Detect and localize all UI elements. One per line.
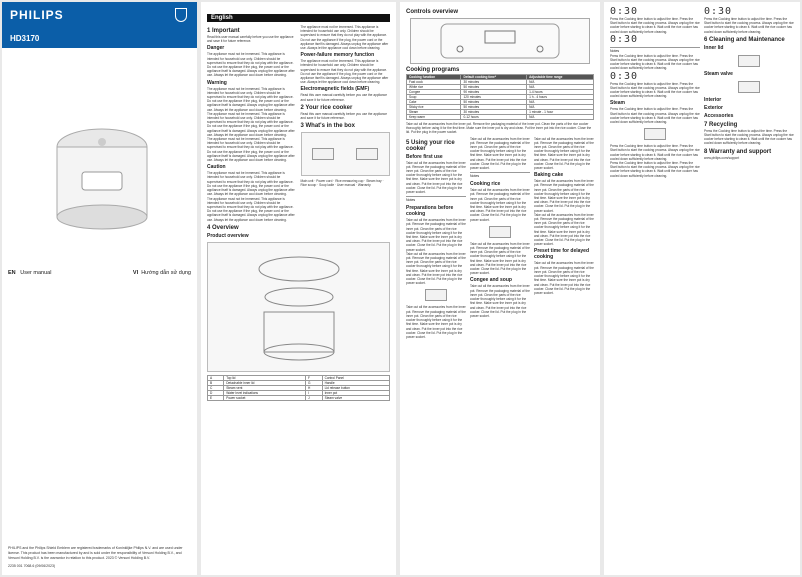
product-overview: Product overview bbox=[207, 232, 249, 239]
exploded-view-diagram bbox=[207, 242, 390, 372]
danger-heading: Danger bbox=[207, 45, 225, 52]
power-failure-heading: Power-failure memory function bbox=[300, 52, 375, 59]
interior-heading: Interior bbox=[704, 96, 722, 103]
preparations-heading: Preparations before cooking bbox=[406, 205, 454, 218]
model-number: HD3170 bbox=[10, 34, 40, 43]
parts-table: A Top lid F Control Panel B Detachable inner lid G Handle C Steam vent H Lid release button D Water level indications I Inner pot E Power socket J Steam valve bbox=[207, 375, 390, 401]
cooking-programs-table: Cooking function Default cooking time* Adjustable time range Fast cook 30 minutes N/A White rice 50 minutes N/A Congee 90 minutes 1-4 hours Soup 120 minutes 1 h - 4 hours Cake 50 minutes N/A Sticky rice 50 minutes N/A Steam 30 minutes 1 minute - 1 hour Keep warm 0-12 hours N/A bbox=[406, 74, 594, 120]
controls-overview-heading: Controls overview bbox=[406, 9, 459, 15]
page-controls-programs: Controls overview Cooking programs Cooking function Default cooking time* Adjustable time range Fast cook 30 minutes N/A White rice 50 minutes N/A Congee 90 minutes 1-4 hours Soup 120 minutes 1 h - 4 hours Cake 50 minutes N/A Sticky rice 50 minutes N/A Steam 30 minutes 1 minute - 1 hour Keep warm 0-12 hours N/A Take out all the accessories from the inner pot. Remove the packaging material of the inner pot. Clean the parts of the rice cooker thoroughly before using it for the first time. Make sure the inner pot is dry and clean. Put the inner pot into the rice cooker. Close the lid. Put the plug in the power socket. 5 Using your rice cooker Before first use Take out all the accessories from the inner pot. Remove the packaging material of the inner pot. Clean the parts of the rice cooker thoroughly before using it for the first time. Make sure the inner pot is dry and clean. Put the inner pot into the rice cooker. Close the lid. Put the plug in the power socket. Notes Preparations before cooking Take out all the accessories from the inner pot. Remove the packaging material of the inner pot. Clean the parts of the rice cooker thoroughly before using it for the first time. Make sure the inner pot is dry and clean. Put the inner pot into the rice cooker. Close the lid. Put the plug in the power socket. Take out all the accessories from the inner pot. Remove the packaging material of the inner pot. Clean the parts of the rice cooker thoroughly before using it for the first time. Make sure the inner pot is dry and clean. Put the inner pot into the rice cooker. Close the lid. Put the plug in the power socket. Take out all the accessories from the inner pot. Remove the packaging material of the inner pot. Clean the parts of the rice cooker thoroughly before using it for the first time. Make sure the inner pot is dry and clean. Put the inner pot into the rice cooker. Close the lid. Put the plug in the power socket. Take out all the accessories from the inner pot. Remove the packaging material of the inner pot. Clean the parts of the rice cooker thoroughly before using it for the first time. Make sure the inner pot is dry and clean. Put the inner pot into the rice cooker. Close the lid. Put the plug in the power socket. Notes Cooking rice Take out all the accessories from the inner pot. Remove the packaging material of the inner pot. Clean the parts of the rice cooker thoroughly before using it for the first time. Make sure the inner pot is dry and clean. Put the inner pot into the rice cooker. Close the lid. Put the plug in the power socket. Take out all the accessories from the inner pot. Remove the packaging material of the inner pot. Clean the parts of the rice cooker thoroughly before using it for the first time. Make sure the inner pot is dry and clean. Put the inner pot into the rice cooker. Close the lid. Put the plug in the power socket. Congee and soup Take out all the accessories from the inner pot. Remove the packaging material of the inner pot. Clean the parts of the rice cooker thoroughly before using it for the first time. Make sure the inner pot is dry and clean. Put the inner pot into the rice cooker. Close the lid. Put the plug in the power socket. Take out all the accessories from the inner pot. Remove the packaging material of the inner pot. Clean the parts of the rice cooker thoroughly before using it for the first time. Make sure the inner pot is dry and clean. Put the inner pot into the rice cooker. Close the lid. Put the plug in the power socket. Baking cake Take out all the accessories from the inner pot. Remove the packaging material of the inner pot. Clean the parts of the rice cooker thoroughly before using it for the first time. Make sure the inner pot is dry and clean. Put the inner pot into the rice cooker. Close the lid. Put the plug in the power socket. Take out all the accessories from the inner pot. Remove the packaging material of the inner pot. Clean the parts of the rice cooker thoroughly before using it for the first time. Make sure the inner pot is dry and clean. Put the inner pot into the rice cooker. Close the lid. Put the plug in the power socket. Preset time for delayed cooking Take out all the accessories from the inner pot. Remove the packaging material of the inner pot. Clean the parts of the rice cooker thoroughly before using it for the first time. Make sure the inner pot is dry and clean. Put the inner pot into the rice cooker. Close the lid. Put the plug in the power socket. bbox=[400, 2, 600, 575]
brand-logo: PHILIPS bbox=[10, 8, 64, 22]
cover-header bbox=[2, 2, 197, 48]
control-panel-illustration bbox=[410, 18, 590, 64]
section-overview: 4 Overview bbox=[207, 224, 239, 231]
lcd-display-4: 0:30 bbox=[704, 6, 733, 17]
steam-heading: Steam bbox=[610, 100, 626, 107]
lcd-display-2: 0:30 bbox=[610, 33, 639, 45]
cooking-rice-heading: Cooking rice bbox=[470, 181, 501, 188]
cooking-programs-heading: Cooking programs bbox=[406, 67, 460, 73]
using-heading: 5 Using your rice cooker bbox=[406, 139, 455, 152]
cleaning-heading: 6 Cleaning and Maintenance bbox=[704, 36, 785, 43]
warranty-heading: 8 Warranty and support bbox=[704, 148, 772, 155]
display-illustration bbox=[489, 226, 511, 238]
warning-heading: Warning bbox=[207, 79, 227, 86]
page-english-intro: English 1 Important Read this user manual carefully before you use the appliance and save it for future reference. Danger The appliance must not be immersed. This appliance is intended for household use only. Children should be supervised to ensure that they do not play with the appliance. Do not use the appliance if the plug, the power cord or the appliance itself is damaged. Always unplug the appliance after use. Always let the appliance cool down before cleaning. Warning The appliance must not be immersed. This appliance is intended for household use only. Children should be supervised to ensure that they do not play with the appliance. Do not use the appliance if the plug, the power cord or the appliance itself is damaged. Always unplug the appliance after use. Always let the appliance cool down before cleaning. The appliance must not be immersed. This appliance is intended for household use only. Children should be supervised to ensure that they do not play with the appliance. Do not use the appliance if the plug, the power cord or the appliance itself is damaged. Always unplug the appliance after use. Always let the appliance cool down before cleaning. The appliance must not be immersed. This appliance is intended for household use only. Children should be supervised to ensure that they do not play with the appliance. Do not use the appliance if the plug, the power cord or the appliance itself is damaged. Always unplug the appliance after use. Always let the appliance cool down before cleaning. Caution The appliance must not be immersed. This appliance is intended for household use only. Children should be supervised to ensure that they do not play with the appliance. Do not use the appliance if the plug, the power cord or the appliance itself is damaged. Always unplug the appliance after use. Always let the appliance cool down before cleaning. The appliance must not be immersed. This appliance is intended for household use only. Children should be supervised to ensure that they do not play with the appliance. Do not use the appliance if the plug, the power cord or the appliance itself is damaged. Always unplug the appliance after use. Always let the appliance cool down before cleaning. The appliance must not be immersed. This appliance is intended for household use only. Children should be supervised to ensure that they do not play with the appliance. Do not use the appliance if the plug, the power cord or the appliance itself is damaged. Always unplug the appliance after use. Always let the appliance cool down before cleaning. Power-failure memory function The appliance must not be immersed. This appliance is intended for household use only. Children should be supervised to ensure that they do not play with the appliance. Do not use the appliance if the plug, the power cord or the appliance itself is damaged. Always unplug the appliance after use. Always let the appliance cool down before cleaning. Electromagnetic fields (EMF) Read this user manual carefully before you use the appliance and save it for future reference. 2 Your rice cooker Read this user manual carefully before you use the appliance and save it for future reference. 3 What's in the box Main unit · Power cord · Rice measuring cup · Steam tray · Rice scoop · Soup ladle · User manual · Warranty 4 Overview Product overview A Top lid F Control Panel B Detachable inner lid G Handle C Steam vent H Lid release button D Water level indications I Inner pot E Power socket J Steam valve bbox=[201, 2, 396, 575]
section-box: 3 What's in the box bbox=[300, 123, 355, 130]
inner-lid-illustration bbox=[738, 55, 760, 67]
baking-cake-heading: Baking cake bbox=[534, 172, 564, 179]
rice-cooker-illustration bbox=[52, 122, 152, 232]
box-contents-illustration bbox=[301, 132, 391, 176]
shield-icon bbox=[175, 8, 187, 22]
exterior-heading: Exterior bbox=[704, 104, 723, 111]
lcd-display-3: 0:30 bbox=[610, 70, 639, 82]
recycling-heading: 7 Recycling bbox=[704, 121, 738, 128]
section-important: 1 Important bbox=[207, 28, 240, 34]
preset-time-heading: Preset time for delayed cooking bbox=[534, 248, 590, 261]
steam-illustration bbox=[644, 128, 666, 140]
lang-vi: VI Hướng dẫn sử dụng bbox=[132, 270, 191, 276]
support-link[interactable]: www.philips.com/support bbox=[704, 155, 740, 160]
inner-lid-heading: Inner lid bbox=[704, 44, 724, 51]
lcd-display: 0:30 bbox=[610, 6, 639, 17]
cover-footer: PHILIPS and the Philips Shield Emblem are registered trademarks of Koninklijke Philips N.V. and are used under license. This product has been manufactured by and is sold under the responsibility of Versuni Holding B.V., and Versuni Holding B.V. is the warrantor in relation to this product. 2023 © Versuni Holding B.V. 2235 001 7068.6 (09/06/2023) bbox=[8, 546, 191, 569]
steam-valve-heading: Steam valve bbox=[704, 70, 733, 77]
congee-soup-heading: Congee and soup bbox=[470, 277, 512, 284]
cover-page bbox=[2, 2, 197, 575]
steam-valve-illustration bbox=[738, 81, 760, 93]
control-panel-icon bbox=[440, 23, 560, 59]
language-row bbox=[8, 270, 191, 276]
section-rice-cooker: 2 Your rice cooker bbox=[300, 104, 353, 111]
lang-en: EN User manual bbox=[8, 270, 52, 276]
language-label: English bbox=[207, 14, 390, 22]
emf-heading: Electromagnetic fields (EMF) bbox=[300, 86, 370, 93]
before-first-use: Before first use bbox=[406, 153, 443, 160]
caution-heading: Caution bbox=[207, 164, 226, 171]
page-cleaning-recycling: 0:30 Press the Cooking time button to adjust the time. Press the Start button to start the cooking process. Always unplug the rice cooker before starting to clean it. Wait until the rice cooker has cooled down sufficiently before cleaning. 0:30 Notes Press the Cooking time button to adjust the time. Press the Start button to start the cooking process. Always unplug the rice cooker before starting to clean it. Wait until the rice cooker has cooled down sufficiently before cleaning. 0:30 Press the Cooking time button to adjust the time. Press the Start button to start the cooking process. Always unplug the rice cooker before starting to clean it. Wait until the rice cooker has cooled down sufficiently before cleaning. Steam Press the Cooking time button to adjust the time. Press the Start button to start the cooking process. Always unplug the rice cooker before starting to clean it. Wait until the rice cooker has cooled down sufficiently before cleaning. Press the Cooking time button to adjust the time. Press the Start button to start the cooking process. Always unplug the rice cooker before starting to clean it. Wait until the rice cooker has cooled down sufficiently before cleaning. Press the Cooking time button to adjust the time. Press the Start button to start the cooking process. Always unplug the rice cooker before starting to clean it. Wait until the rice cooker has cooled down sufficiently before cleaning. 0:30 Press the Cooking time button to adjust the time. Press the Start button to start the cooking process. Always unplug the rice cooker before starting to clean it. Wait until the rice cooker has cooled down sufficiently before cleaning. 6 Cleaning and Maintenance Inner lid Steam valve Interior Exterior Accessories 7 Recycling Press the Cooking time button to adjust the time. Press the Start button to start the cooking process. Always unplug the rice cooker before starting to clean it. Wait until the rice cooker has cooled down sufficiently before cleaning. 8 Warranty and support www.philips.com/support bbox=[604, 2, 800, 575]
doc-code: 2235 001 7068.6 (09/06/2023) bbox=[8, 564, 56, 569]
exploded-cooker-icon bbox=[239, 247, 359, 367]
inner-pot-illustration bbox=[425, 289, 447, 301]
accessories-heading: Accessories bbox=[704, 112, 734, 119]
